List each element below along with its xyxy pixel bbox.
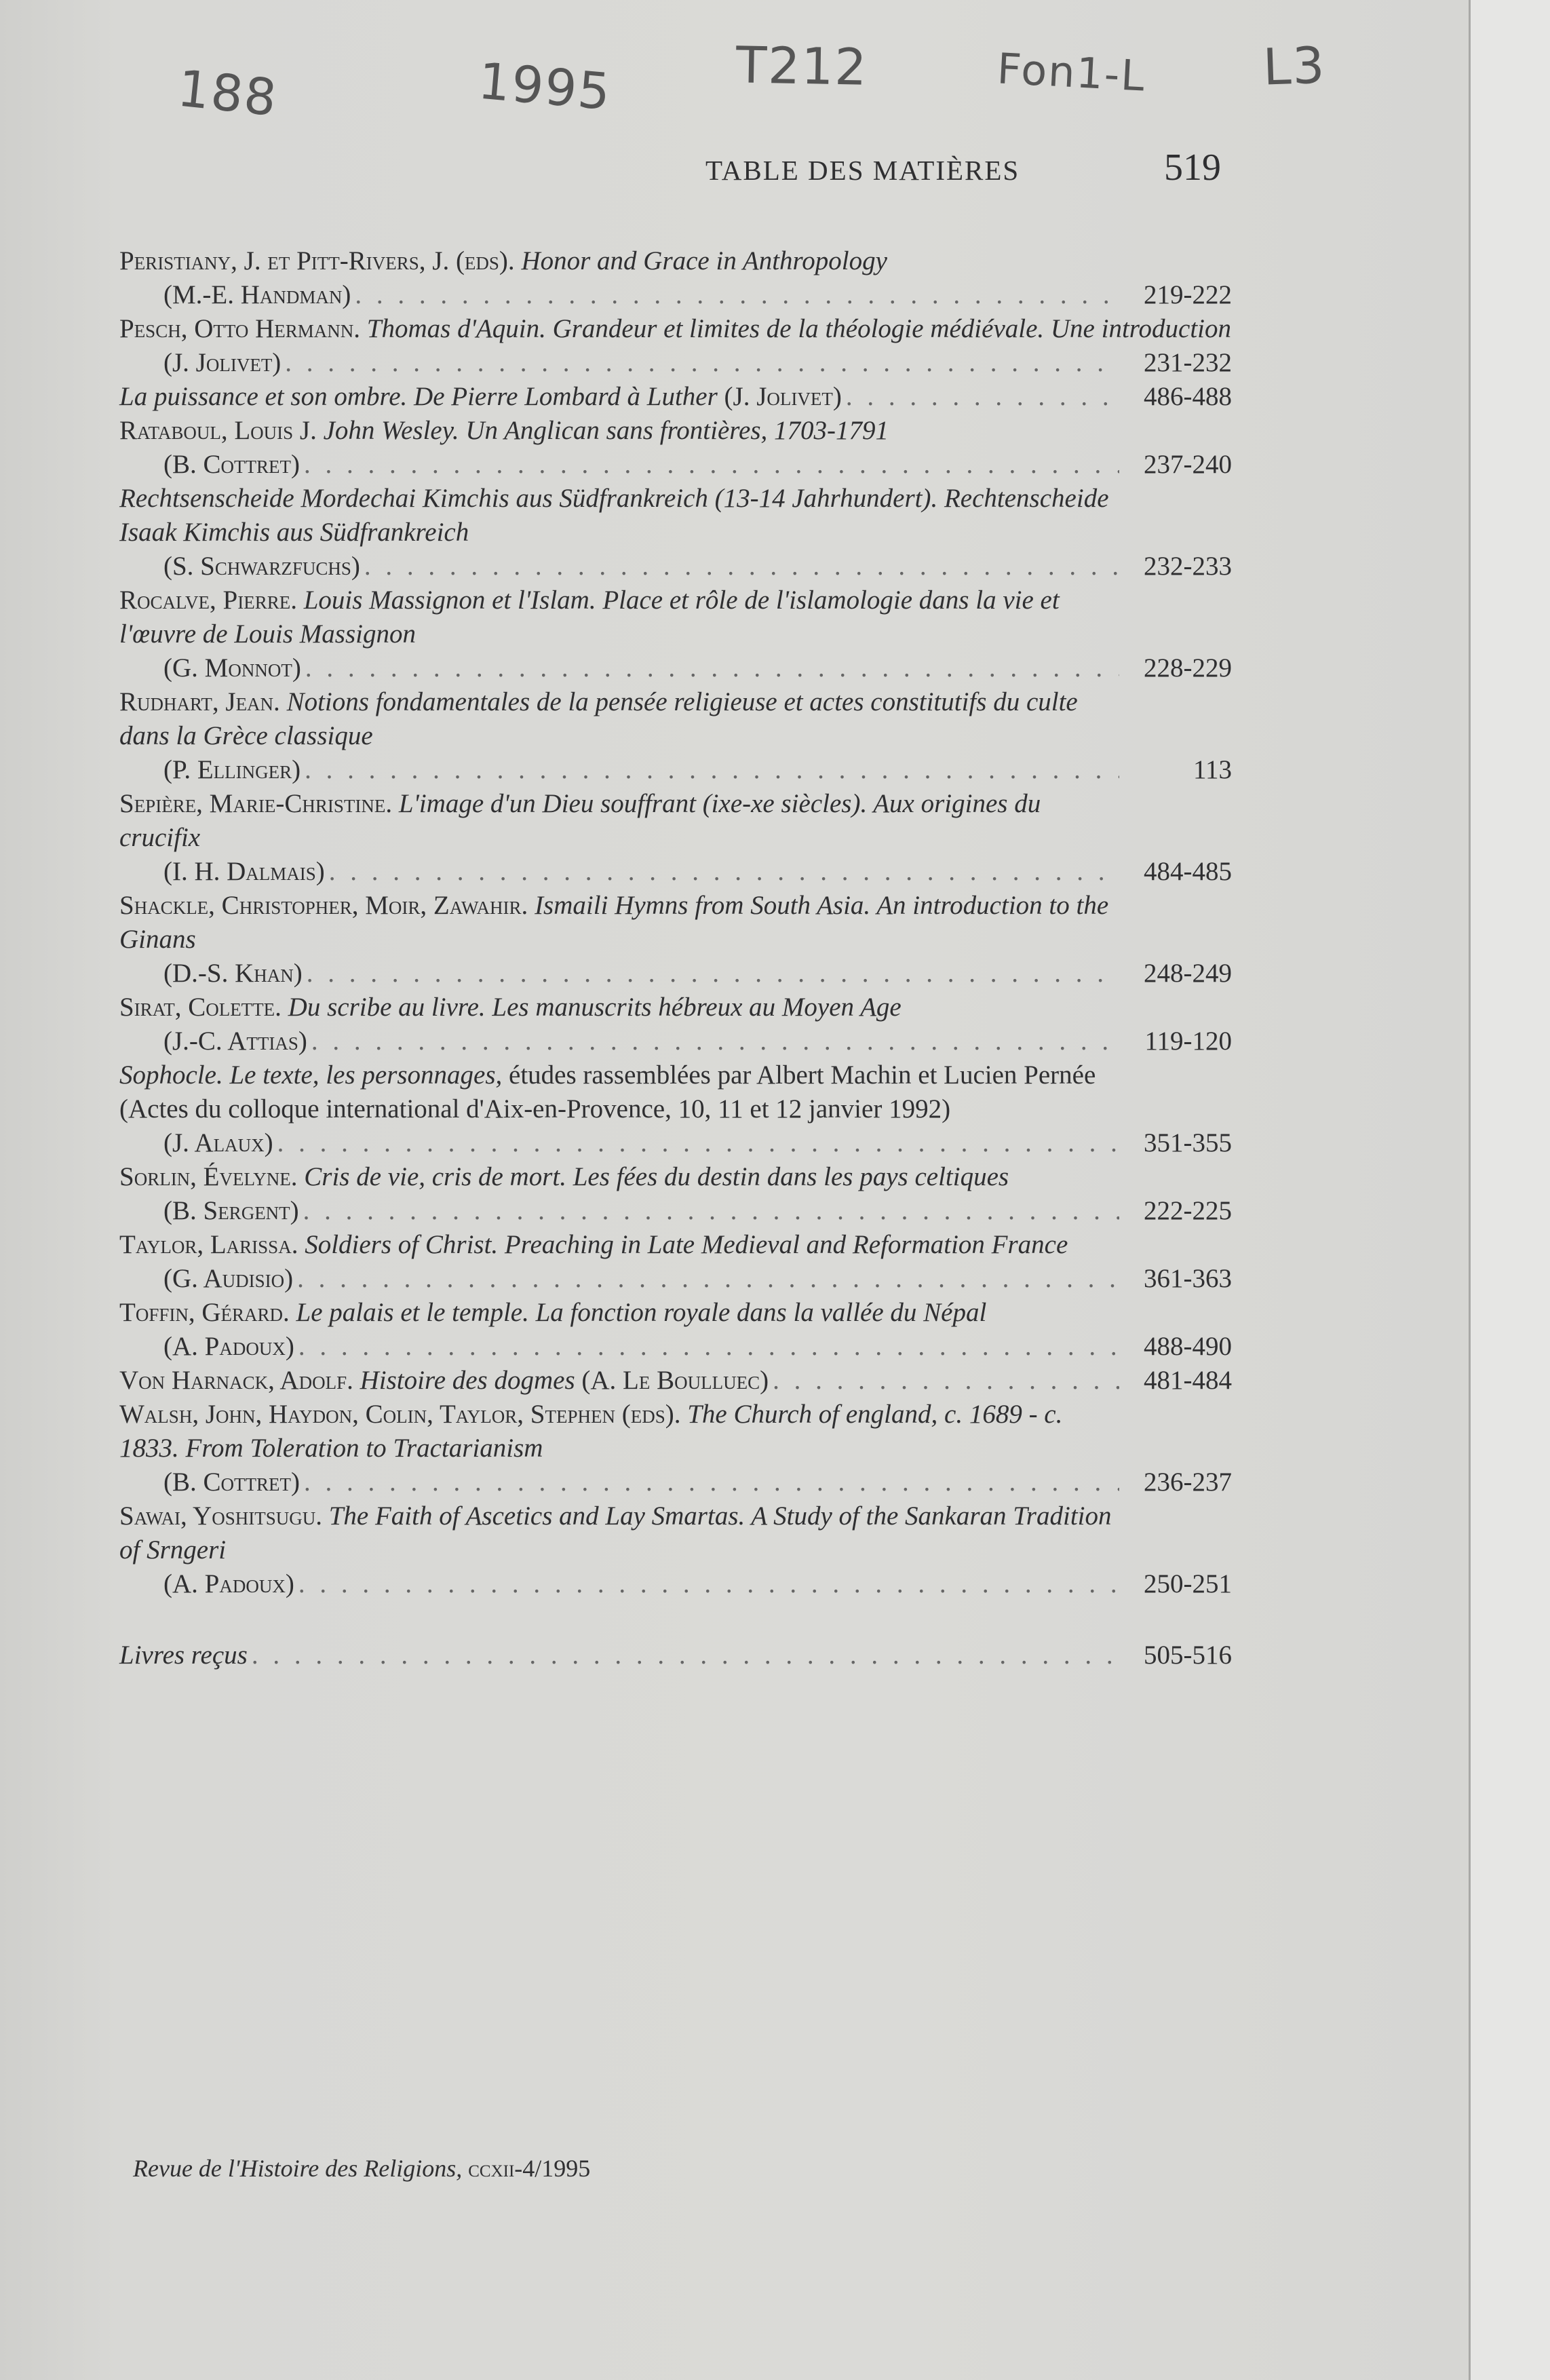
- page-edge: [1469, 0, 1550, 2380]
- entry-author: Rocalve, Pierre.: [119, 586, 297, 615]
- journal-footer: [133, 2154, 590, 2183]
- entry-author: Toffin, Gérard.: [119, 1298, 290, 1327]
- toc-entry: [119, 787, 1232, 889]
- dot-leader: [846, 380, 1119, 414]
- entry-title: La puissance et son ombre. De Pierre Lombard à Luther: [119, 382, 718, 411]
- dot-leader: [364, 550, 1119, 583]
- toc-entry: [119, 1499, 1232, 1601]
- entry-reviewer: (J. Jolivet): [163, 348, 282, 377]
- books-received-pages: 505-516: [1144, 1640, 1232, 1670]
- entry-pages: 488-490: [1144, 1332, 1232, 1361]
- entry-reviewer: (I. H. Dalmais): [163, 857, 325, 886]
- dot-leader: [297, 1262, 1119, 1296]
- handwritten-note-2: 1995: [476, 52, 614, 122]
- handwritten-note-5: L3: [1262, 36, 1327, 97]
- entry-author: Von Harnack, Adolf.: [119, 1366, 353, 1395]
- entry-reviewer: (G. Audisio): [163, 1264, 294, 1293]
- entry-pages: 219-222: [1144, 280, 1232, 309]
- entry-reviewer: (J.-C. Attias): [163, 1026, 307, 1056]
- toc-entry: [119, 889, 1232, 991]
- toc-entry: [119, 1058, 1232, 1160]
- entry-reviewer: (P. Ellinger): [163, 755, 301, 784]
- toc-entry: [119, 1398, 1232, 1499]
- entry-pages: 481-484: [1144, 1366, 1232, 1395]
- toc-entry: [119, 1160, 1232, 1228]
- entry-pages: 231-232: [1144, 348, 1232, 377]
- table-of-contents: [119, 244, 1232, 1672]
- entry-title: Soldiers of Christ. Preaching in Late Medieval and Reformation France: [305, 1230, 1068, 1259]
- dot-leader: [304, 448, 1119, 482]
- entry-title: Ismaili Hymns from South Asia. An introduction to the Ginans: [119, 891, 1109, 954]
- entry-author: Sepière, Marie-Christine.: [119, 789, 393, 818]
- entry-reviewer: (J. Jolivet): [724, 382, 842, 411]
- entry-pages: 236-237: [1144, 1467, 1232, 1497]
- entry-author: Walsh, John, Haydon, Colin, Taylor, Stephen (eds).: [119, 1400, 681, 1429]
- journal-volume: ccxii-4/1995: [468, 2155, 591, 2182]
- entry-pages: 113: [1193, 755, 1232, 784]
- entry-pages: 232-233: [1144, 552, 1232, 581]
- dot-leader: [307, 957, 1119, 991]
- entry-reviewer: (A. Padoux): [163, 1332, 294, 1361]
- entry-author: Rudhart, Jean.: [119, 687, 280, 716]
- entry-title: Thomas d'Aquin. Grandeur et limites de la théologie médiévale. Une introduction: [366, 314, 1231, 343]
- entry-title: Histoire des dogmes: [360, 1366, 575, 1395]
- entry-author: Rataboul, Louis J.: [119, 416, 317, 445]
- dot-leader: [285, 346, 1119, 380]
- dot-leader: [329, 855, 1119, 889]
- books-received-label: Livres reçus: [119, 1640, 248, 1670]
- toc-entry: [119, 244, 1232, 312]
- entry-author: Shackle, Christopher, Moir, Zawahir.: [119, 891, 528, 920]
- dot-leader: [305, 753, 1119, 787]
- entry-title: Honor and Grace in Anthropology: [521, 246, 887, 275]
- entry-title: Sophocle. Le texte, les personnages,: [119, 1060, 503, 1090]
- entry-reviewer: (B. Cottret): [163, 1467, 300, 1497]
- page-number: 519: [1164, 147, 1221, 189]
- toc-entry: [119, 482, 1232, 583]
- entry-pages: 361-363: [1144, 1264, 1232, 1293]
- entry-pages: 484-485: [1144, 857, 1232, 886]
- entry-author: Sirat, Colette.: [119, 993, 282, 1022]
- entry-title: Cris de vie, cris de mort. Les fées du destin dans les pays celtiques: [304, 1162, 1009, 1191]
- entry-extra: études rassemblées par Albert Machin et Lucien Pernée (Actes du colloque international d'Aix-en-Provence, 10, 11 et 12 janvier 1992): [119, 1060, 1096, 1124]
- entry-title: The Faith of Ascetics and Lay Smartas. A Study of the Sankaran Tradition of Srngeri: [119, 1501, 1112, 1565]
- entry-reviewer: (B. Cottret): [163, 450, 300, 479]
- handwritten-note-1: 1​88: [174, 59, 281, 128]
- dot-leader: [298, 1330, 1119, 1364]
- entry-pages: 248-249: [1144, 959, 1232, 988]
- entry-pages: 486-488: [1144, 382, 1232, 411]
- entry-title: L'image d'un Dieu souffrant (ixe-xe siècles). Aux origines du crucifix: [119, 789, 1041, 852]
- handwritten-note-4: Fon1-L: [996, 43, 1147, 101]
- entry-author: Sawai, Yoshitsugu.: [119, 1501, 322, 1531]
- entry-title: Notions fondamentales de la pensée religieuse et actes constitutifs du culte dans la Grèce classique: [119, 687, 1078, 750]
- entry-title: Rechtsenscheide Mordechai Kimchis aus Südfrankreich (13-14 Jahrhundert). Rechtenscheide Isaak Kimchis aus Südfrankreich: [119, 484, 1109, 547]
- running-header: [705, 146, 1221, 193]
- entry-title: Le palais et le temple. La fonction royale dans la vallée du Népal: [296, 1298, 987, 1327]
- toc-entry: [119, 991, 1232, 1058]
- dot-leader: [355, 278, 1119, 312]
- entry-title: John Wesley. Un Anglican sans frontières, 1703-1791: [323, 416, 889, 445]
- entry-title: The Church of england, c. 1689 - c. 1833. From Toleration to Tractarianism: [119, 1400, 1063, 1463]
- books-received-entry: [119, 1638, 1232, 1672]
- entry-reviewer: (B. Sergent): [163, 1196, 299, 1225]
- entry-reviewer: (A. Padoux): [163, 1569, 294, 1598]
- entry-reviewer: (S. Schwarzfuchs): [163, 552, 360, 581]
- entry-pages: 250-251: [1144, 1569, 1232, 1598]
- entry-author: Peristiany, J. et Pitt-Rivers, J. (eds).: [119, 246, 515, 275]
- handwritten-note-3: T212: [735, 36, 869, 97]
- header-title: TABLE DES MATIÈRES: [705, 155, 1020, 186]
- entry-reviewer: (A. Le Boulluec): [581, 1366, 769, 1395]
- toc-entry: [119, 1296, 1232, 1364]
- entry-title: Louis Massignon et l'Islam. Place et rôle de l'islamologie dans la vie et l'œuvre de Louis Massignon: [119, 586, 1060, 649]
- dot-leader: [773, 1364, 1119, 1398]
- entry-author: Sorlin, Évelyne.: [119, 1162, 298, 1191]
- toc-entry: [119, 1228, 1232, 1296]
- entry-reviewer: (J. Alaux): [163, 1128, 273, 1157]
- dot-leader: [311, 1024, 1119, 1058]
- entry-author: Taylor, Larissa.: [119, 1230, 298, 1259]
- dot-leader: [277, 1126, 1119, 1160]
- dot-leader: [305, 651, 1119, 685]
- entry-pages: 119-120: [1144, 1026, 1232, 1056]
- dot-leader: [303, 1194, 1119, 1228]
- journal-name: Revue de l'Histoire des Religions,: [133, 2155, 463, 2182]
- dot-leader: [252, 1638, 1119, 1672]
- entry-pages: 222-225: [1144, 1196, 1232, 1225]
- toc-entry: [119, 685, 1232, 787]
- entry-pages: 237-240: [1144, 450, 1232, 479]
- toc-entry: [119, 583, 1232, 685]
- toc-entry: [119, 414, 1232, 482]
- entry-reviewer: (M.-E. Handman): [163, 280, 351, 309]
- entry-pages: 228-229: [1144, 653, 1232, 683]
- toc-entry: [119, 380, 1232, 414]
- entry-pages: 351-355: [1144, 1128, 1232, 1157]
- entry-author: Pesch, Otto Hermann.: [119, 314, 361, 343]
- dot-leader: [304, 1465, 1119, 1499]
- entry-title: Du scribe au livre. Les manuscrits hébreux au Moyen Age: [288, 993, 902, 1022]
- toc-entry: [119, 312, 1232, 380]
- dot-leader: [298, 1567, 1119, 1601]
- entry-reviewer: (G. Monnot): [163, 653, 301, 683]
- toc-entry: [119, 1364, 1232, 1398]
- entry-reviewer: (D.-S. Khan): [163, 959, 303, 988]
